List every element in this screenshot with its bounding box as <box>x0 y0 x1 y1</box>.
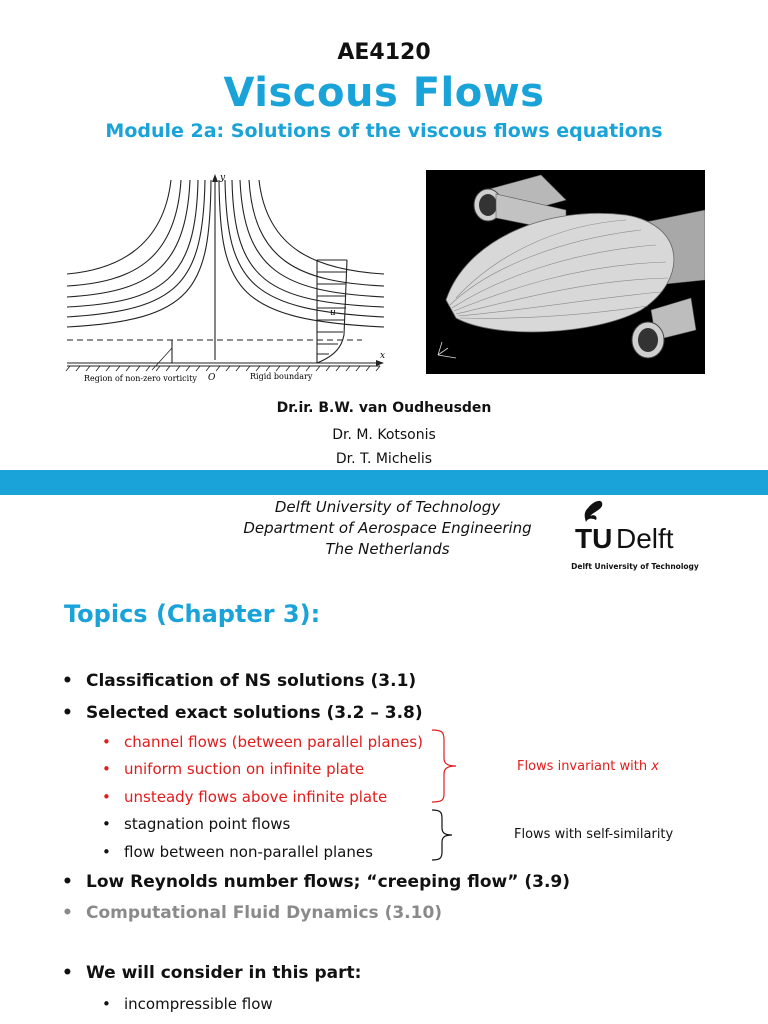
velocity-label: u <box>330 308 336 318</box>
topics-heading: Topics (Chapter 3): <box>64 600 321 628</box>
boundary-caption: Rigid boundary <box>250 372 313 381</box>
author-second: Dr. M. Kotsonis <box>332 427 436 443</box>
topic-item: • Selected exact solutions (3.2 – 3.8) <box>62 703 423 723</box>
streamlines-left <box>67 180 211 327</box>
logo-tu: TU <box>575 523 613 554</box>
topic-item: • We will consider in this part: <box>62 963 362 983</box>
topic-item: • Classification of NS solutions (3.1) <box>62 671 417 691</box>
brace-black <box>432 810 452 860</box>
y-axis-arrow <box>212 174 218 182</box>
wall-hatch <box>66 366 380 371</box>
streamlines-right <box>219 180 384 327</box>
sub-topic-item: • flow between non-parallel planes <box>102 843 373 861</box>
sub-topic-item: • incompressible flow <box>102 995 273 1013</box>
aircraft-cfd-image <box>426 170 705 374</box>
sub-topic-item: • unsteady flows above infinite plate <box>102 788 388 806</box>
course-code: AE4120 <box>337 40 431 65</box>
sub-topic-item: • uniform suction on infinite plate <box>102 760 365 778</box>
flame-icon <box>585 501 603 522</box>
y-axis-label: y <box>220 173 226 183</box>
x-axis-label: x <box>380 351 386 361</box>
author-main: Dr.ir. B.W. van Oudheusden <box>276 400 492 416</box>
stagnation-flow-figure <box>62 170 394 385</box>
institution-line-2: Department of Aerospace Engineering <box>243 519 532 537</box>
sub-topic-item: • stagnation point flows <box>102 815 291 833</box>
note-invariant: Flows invariant with x <box>517 759 659 774</box>
grouping-braces <box>420 720 480 870</box>
brace-red <box>432 730 456 802</box>
logo-subtitle: Delft University of Technology <box>571 562 699 571</box>
institution-line-1: Delft University of Technology <box>274 498 501 516</box>
sub-topic-item: • channel flows (between parallel planes) <box>102 733 423 751</box>
author-third: Dr. T. Michelis <box>335 451 433 467</box>
topic-item: • Low Reynolds number flows; “creeping flow” (3.9) <box>62 872 571 892</box>
note-self-similarity: Flows with self-similarity <box>514 827 674 842</box>
page-title: Viscous Flows <box>223 70 545 116</box>
module-title: Module 2a: Solutions of the viscous flows equations <box>105 120 663 142</box>
institution-line-3: The Netherlands <box>325 540 450 558</box>
vorticity-caption: Region of non-zero vorticity <box>84 374 197 383</box>
divider-band <box>0 470 768 495</box>
origin-label: O <box>208 373 216 383</box>
logo-delft: Delft <box>616 523 674 554</box>
topic-item: • Computational Fluid Dynamics (3.10) <box>62 903 443 923</box>
